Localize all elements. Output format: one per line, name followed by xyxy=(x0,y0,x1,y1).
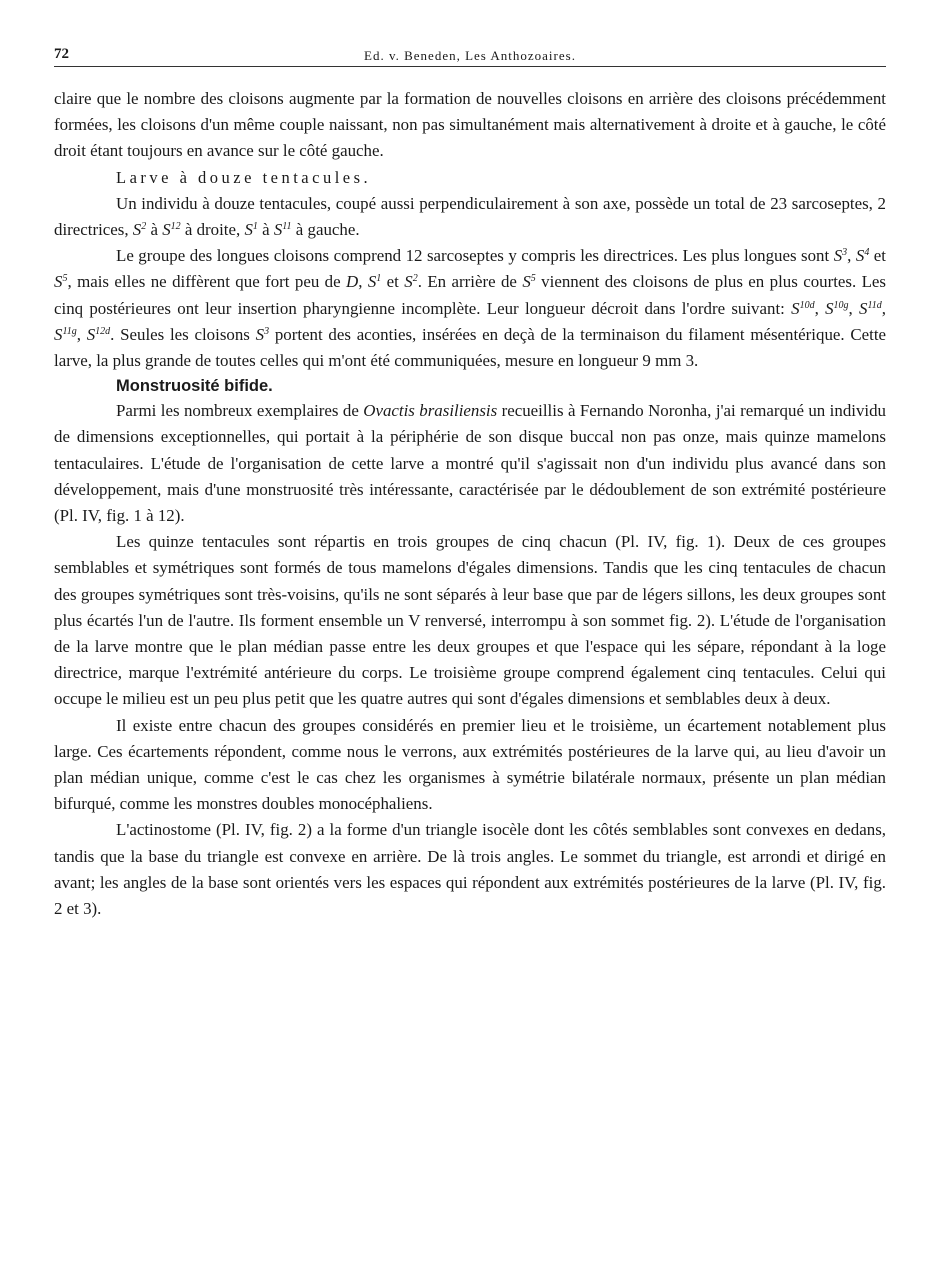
body-text xyxy=(54,86,886,922)
paragraph-continuation: claire que le nombre des cloisons augmente par la formation de nouvelles cloisons en arrière des cloisons précédemment formées, les cloisons d'un même couple naissant, non pas simultanément mais alternativement à droite et à gauche, le côté droit étant toujours en avance sur le côté gauche. xyxy=(54,89,886,161)
running-header xyxy=(54,44,886,67)
section-heading-monstruosite: Monstruosité bifide. xyxy=(116,377,273,396)
paragraph-tentacules: Les quinze tentacules sont répartis en trois groupes de cinq chacun (Pl. IV, fig. 1). Deux de ces groupes semblables et symétriques sont formés de tous mamelons d'égales dimensions. Tandis que les cinq tentacules de chacun des groupes symétriques sont très-voisins, qu'ils ne sont séparés à leur base que par de légers sillons, les deux groupes sont plus écartés l'un de l'autre. Ils forment ensemble un V renversé, interrompu à son sommet fig. 2). L'étude de l'organisation de la larve montre que le plan médian passe entre les deux groupes et que l'espace qui les sépare, répondant à la loge directrice, marque l'extrémité antérieure du corps. Le troisième groupe comprend également cinq tentacules. Celui qui occupe le milieu est un peu plus petit que les quatre autres qui sont d'égales dimensions et semblables deux à deux. xyxy=(54,532,886,709)
paragraph-parmi: Parmi les nombreux exemplaires de Ovactis brasiliensis recueillis à Fernando Noronha, j'ai remarqué un individu de dimensions exceptionnelles, qui portait à la périphérie de son disque buccal non pas onze, mais quinze mamelons tentaculaires. L'étude de l'organisation de cette larve a montré qu'il s'agissait non d'un individu plus avancé dans son développement, mais d'une monstruosité très intéressante, caractérisée par le dédoublement de son extrémité postérieure (Pl. IV, fig. 1 à 12). xyxy=(54,401,886,526)
paragraph-ecartement: Il existe entre chacun des groupes considérés en premier lieu et le troisième, un écartement notablement plus large. Ces écartements répondent, comme nous le verrons, aux extrémités postérieures de la larve qui, au lieu d'avoir un plan médian unique, comme c'est le cas chez les organismes à symétrie bilatérale normaux, présente un plan médian bifurqué, comme les monstres doubles monocéphaliens. xyxy=(54,715,886,814)
species-name: Ovactis brasiliensis xyxy=(363,401,498,421)
paragraph-individu: Un individu à douze tentacules, coupé aussi perpendiculairement à son axe, possède un total de 23 sarcoseptes, 2 directrices, $S^2$ à $S^{12}$ à droite, $S^1$ à $S^{11}$ à gauche. xyxy=(54,193,886,240)
running-title: Ed. v. Beneden, Les Anthozoaires. xyxy=(364,48,576,63)
page-number: 72 xyxy=(54,46,69,62)
paragraph-actinostome: L'actinostome (Pl. IV, fig. 2) a la forme d'un triangle isocèle dont les côtés semblables sont convexes en dedans, tandis que la base du triangle est convexe en arrière. De là trois angles. Le sommet du triangle, est arrondi et dirigé en avant; les angles de la base sont orientés vers les espaces qui répondent aux extrémités postérieures de la larve (Pl. IV, fig. 2 et 3). xyxy=(54,820,886,919)
section-heading-larve: Larve à douze tentacules. xyxy=(116,167,372,187)
paragraph-groupe: Le groupe des longues cloisons comprend 12 sarcoseptes y compris les directrices. Les plus longues sont $S^3$, $S^4$ et $S^5$, mais elles ne diffèrent que fort peu de D, $S^1$ et $S^2$. En arrière de $S^5$ viennent des cloisons de plus en plus courtes. Les cinq postérieures ont leur insertion pharyngienne incomplète. Leur longueur décroit dans l'ordre suivant: $S^{10d}$, $S^{10g}$, $S^{11d}$, $S^{11g}$, $S^{12d}$. Seules les cloisons $S^3$ portent des aconties, insérées en deçà de la terminaison du filament mésentérique. Cette larve, la plus grande de toutes celles qui m'ont été communiquées, mesure en longueur 9 mm 3. xyxy=(54,246,887,371)
